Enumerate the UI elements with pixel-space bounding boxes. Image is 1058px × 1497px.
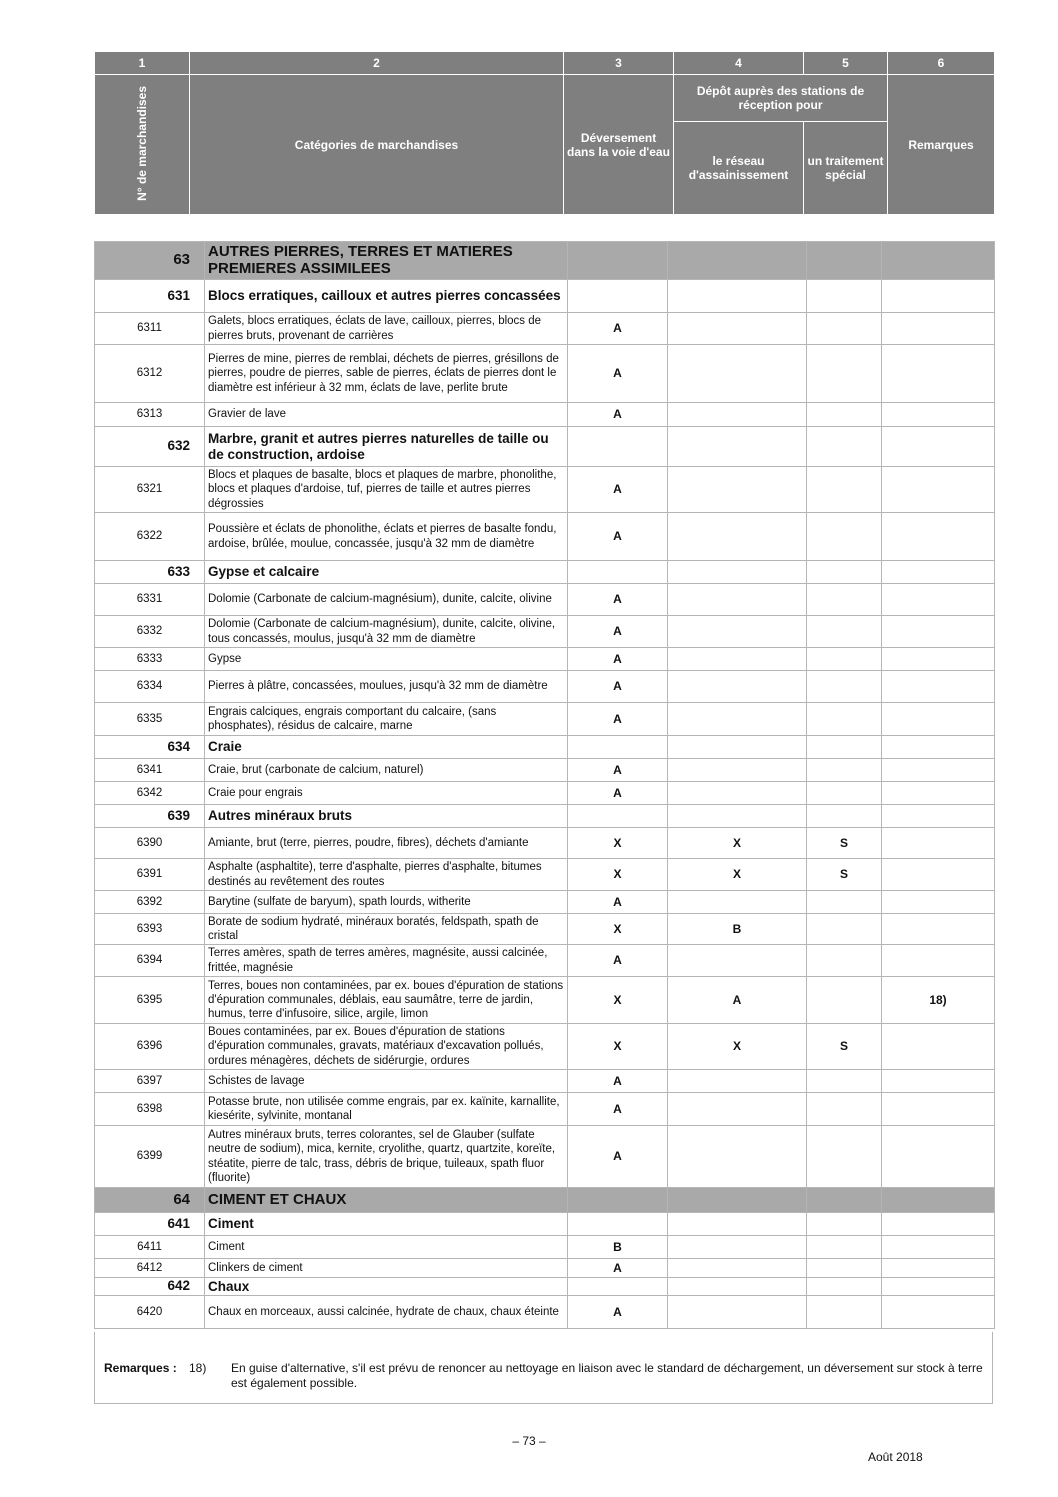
table-row <box>95 513 995 561</box>
goods-category-cell: Boues contaminées, par ex. Boues d'épuration de stations d'épuration communales, gravats, matériaux d'excavation pollués, ordures ménagères, déchets de sidérurgie, ordures <box>205 1024 568 1070</box>
goods-number-cell: 642 <box>95 1278 205 1296</box>
sewer-network-cell <box>668 1188 807 1213</box>
special-treatment-cell: S <box>807 1024 882 1070</box>
goods-category-cell: CIMENT ET CHAUX <box>205 1188 568 1213</box>
discharge-waterway-cell: A <box>568 313 668 345</box>
goods-category-cell: Autres minéraux bruts, terres colorantes, sel de Glauber (sulfate neutre de sodium), mica, kernite, cryolithe, quartz, quartzite, koreïte, stéatite, pierre de talc, trass, débris de brique, tuileaux, spath fluor (fluorite) <box>205 1126 568 1188</box>
sewer-network-cell: A <box>668 977 807 1024</box>
sewer-network-cell <box>668 1259 807 1278</box>
table-row <box>95 584 995 616</box>
goods-number-cell: 6396 <box>95 1024 205 1070</box>
remarks-cell <box>882 467 995 513</box>
special-treatment-cell <box>807 313 882 345</box>
remarks-cell <box>882 1296 995 1329</box>
special-treatment-cell <box>807 1259 882 1278</box>
sewer-network-cell <box>668 1296 807 1329</box>
goods-category-cell: Marbre, granit et autres pierres naturelles de taille ou de construction, ardoise <box>205 427 568 467</box>
header-goods-number <box>95 75 190 215</box>
goods-category-cell: Dolomie (Carbonate de calcium-magnésium), dunite, calcite, olivine, tous concassés, moulus, jusqu'à 32 mm de diamètre <box>205 616 568 648</box>
table-row <box>95 1070 995 1093</box>
goods-category-cell: Pierres de mine, pierres de remblai, déchets de pierres, grésillons de pierres, poudre de pierres, sable de pierres, éclats de pierres dont le diamètre est inférieur à 32 mm, éclats de lave, perlite brute <box>205 345 568 403</box>
goods-category-cell: Gypse <box>205 648 568 671</box>
page-number: – 73 – <box>512 1434 546 1448</box>
discharge-waterway-cell: A <box>568 467 668 513</box>
goods-category-cell: Craie, brut (carbonate de calcium, naturel) <box>205 759 568 782</box>
goods-number-cell: 6391 <box>95 859 205 891</box>
discharge-waterway-cell: A <box>568 648 668 671</box>
goods-number-cell: 6420 <box>95 1296 205 1329</box>
special-treatment-cell <box>807 513 882 561</box>
goods-category-cell: Craie <box>205 736 568 759</box>
discharge-waterway-cell: X <box>568 914 668 945</box>
goods-number-cell: 6333 <box>95 648 205 671</box>
sewer-network-cell <box>668 403 807 427</box>
sewer-network-cell <box>668 584 807 616</box>
remarks-cell <box>882 280 995 313</box>
remarks-cell <box>882 648 995 671</box>
special-treatment-cell <box>807 1296 882 1329</box>
remarks-cell <box>882 1093 995 1126</box>
goods-number-cell: 6412 <box>95 1259 205 1278</box>
sewer-network-cell <box>668 736 807 759</box>
goods-category-cell: Galets, blocs erratiques, éclats de lave, cailloux, pierres, blocs de pierres bruts, provenant de carrières <box>205 313 568 345</box>
sewer-network-cell <box>668 891 807 914</box>
goods-category-cell: AUTRES PIERRES, TERRES ET MATIERES PREMIERES ASSIMILEES <box>205 242 568 280</box>
col-number-1: 1 <box>95 52 190 75</box>
col-number-6: 6 <box>888 52 995 75</box>
goods-number-cell: 633 <box>95 561 205 584</box>
table-row <box>95 467 995 513</box>
remarks-cell <box>882 513 995 561</box>
discharge-waterway-cell: B <box>568 1236 668 1259</box>
goods-category-cell: Amiante, brut (terre, pierres, poudre, fibres), déchets d'amiante <box>205 828 568 859</box>
remarks-cell <box>882 584 995 616</box>
col-number-5: 5 <box>804 52 888 75</box>
discharge-waterway-cell: A <box>568 616 668 648</box>
subgroup-row <box>95 1213 995 1236</box>
discharge-waterway-cell: X <box>568 859 668 891</box>
subgroup-row <box>95 736 995 759</box>
remarks-text: En guise d'alternative, s'il est prévu de renoncer au nettoyage en liaison avec le standard de déchargement, un déversement sur stock à terre est également possible. <box>231 1361 983 1390</box>
table-row <box>95 1024 995 1070</box>
header-goods-categories: Catégories de marchandises <box>190 75 564 215</box>
discharge-waterway-cell: X <box>568 977 668 1024</box>
discharge-waterway-cell: A <box>568 671 668 703</box>
remarks-cell <box>882 891 995 914</box>
goods-number-cell: 63 <box>95 242 205 280</box>
discharge-waterway-cell <box>568 1278 668 1296</box>
special-treatment-cell <box>807 759 882 782</box>
subgroup-row <box>95 1278 995 1296</box>
remarks-cell <box>882 1070 995 1093</box>
header-discharge-waterway: Déversement dans la voie d'eau <box>564 75 674 215</box>
subgroup-row <box>95 561 995 584</box>
discharge-waterway-cell: X <box>568 828 668 859</box>
special-treatment-cell <box>807 403 882 427</box>
goods-category-cell: Ciment <box>205 1236 568 1259</box>
table-row <box>95 1296 995 1329</box>
sewer-network-cell <box>668 1278 807 1296</box>
sewer-network-cell <box>668 782 807 805</box>
header-remarks: Remarques <box>888 75 995 215</box>
remarks-cell <box>882 828 995 859</box>
goods-category-cell: Borate de sodium hydraté, minéraux boratés, feldspath, spath de cristal <box>205 914 568 945</box>
discharge-waterway-cell <box>568 805 668 828</box>
remarks-box <box>94 1332 993 1404</box>
goods-number-cell: 6394 <box>95 945 205 977</box>
goods-category-cell: Chaux <box>205 1278 568 1296</box>
sewer-network-cell <box>668 1213 807 1236</box>
goods-number-cell: 6392 <box>95 891 205 914</box>
table-row <box>95 671 995 703</box>
sewer-network-cell <box>668 1070 807 1093</box>
table-row <box>95 914 995 945</box>
table-row <box>95 648 995 671</box>
discharge-waterway-cell: A <box>568 703 668 736</box>
sewer-network-cell <box>668 671 807 703</box>
discharge-waterway-cell: A <box>568 1093 668 1126</box>
goods-category-cell: Gypse et calcaire <box>205 561 568 584</box>
header-special-treatment: un traitement spécial <box>804 122 888 215</box>
remarks-cell <box>882 561 995 584</box>
subgroup-row <box>95 805 995 828</box>
sewer-network-cell: X <box>668 859 807 891</box>
sewer-network-cell <box>668 513 807 561</box>
remarks-cell <box>882 242 995 280</box>
remarks-cell <box>882 313 995 345</box>
discharge-waterway-cell: A <box>568 1259 668 1278</box>
sewer-network-cell <box>668 345 807 403</box>
sewer-network-cell <box>668 280 807 313</box>
special-treatment-cell <box>807 805 882 828</box>
goods-number-cell: 6332 <box>95 616 205 648</box>
remarks-cell <box>882 1213 995 1236</box>
special-treatment-cell <box>807 427 882 467</box>
special-treatment-cell <box>807 280 882 313</box>
goods-number-cell: 6311 <box>95 313 205 345</box>
remarks-cell <box>882 782 995 805</box>
discharge-waterway-cell: X <box>568 1024 668 1070</box>
goods-number-cell: 6341 <box>95 759 205 782</box>
special-treatment-cell <box>807 736 882 759</box>
goods-number-cell: 6397 <box>95 1070 205 1093</box>
goods-number-cell: 641 <box>95 1213 205 1236</box>
special-treatment-cell <box>807 467 882 513</box>
special-treatment-cell <box>807 1278 882 1296</box>
remarks-cell: 18) <box>882 977 995 1024</box>
goods-category-cell: Craie pour engrais <box>205 782 568 805</box>
discharge-waterway-cell: A <box>568 759 668 782</box>
remarks-cell <box>882 1024 995 1070</box>
table-row <box>95 1236 995 1259</box>
goods-number-cell: 6321 <box>95 467 205 513</box>
remarks-cell <box>882 805 995 828</box>
discharge-waterway-cell <box>568 561 668 584</box>
table-row <box>95 977 995 1024</box>
col-number-4: 4 <box>674 52 804 75</box>
goods-category-cell: Terres amères, spath de terres amères, magnésite, aussi calcinée, frittée, magnésie <box>205 945 568 977</box>
header-goods-number-label: N° de marchandises <box>135 85 149 201</box>
table-row <box>95 945 995 977</box>
remarks-cell <box>882 945 995 977</box>
goods-number-cell: 632 <box>95 427 205 467</box>
sewer-network-cell <box>668 1126 807 1188</box>
special-treatment-cell <box>807 584 882 616</box>
special-treatment-cell <box>807 945 882 977</box>
goods-number-cell: 6390 <box>95 828 205 859</box>
discharge-waterway-cell: A <box>568 1126 668 1188</box>
sewer-network-cell <box>668 945 807 977</box>
discharge-waterway-cell: A <box>568 584 668 616</box>
goods-category-cell: Blocs et plaques de basalte, blocs et plaques de marbre, phonolithe, blocs et plaques d'ardoise, tuf, pierres de taille et autres pierres dégrossies <box>205 467 568 513</box>
goods-number-cell: 6312 <box>95 345 205 403</box>
sewer-network-cell <box>668 616 807 648</box>
discharge-waterway-cell: A <box>568 782 668 805</box>
discharge-waterway-cell <box>568 1213 668 1236</box>
table-row <box>95 859 995 891</box>
remarks-cell <box>882 1126 995 1188</box>
special-treatment-cell <box>807 782 882 805</box>
goods-category-cell: Schistes de lavage <box>205 1070 568 1093</box>
remarks-cell <box>882 1278 995 1296</box>
goods-category-cell: Potasse brute, non utilisée comme engrais, par ex. kaïnite, karnallite, kiesérite, sylvinite, montanal <box>205 1093 568 1126</box>
remarks-cell <box>882 736 995 759</box>
special-treatment-cell <box>807 561 882 584</box>
remarks-cell <box>882 671 995 703</box>
remarks-footnote-number: 18) <box>189 1361 207 1375</box>
subgroup-row <box>95 280 995 313</box>
goods-category-cell: Engrais calciques, engrais comportant du calcaire, (sans phosphates), résidus de calcaire, marne <box>205 703 568 736</box>
remarks-cell <box>882 859 995 891</box>
discharge-waterway-cell: A <box>568 345 668 403</box>
header-deposit-group: Dépôt auprès des stations de réception pour <box>674 75 888 122</box>
goods-number-cell: 64 <box>95 1188 205 1213</box>
remarks-cell <box>882 345 995 403</box>
goods-number-cell: 6399 <box>95 1126 205 1188</box>
special-treatment-cell <box>807 242 882 280</box>
sewer-network-cell <box>668 313 807 345</box>
special-treatment-cell <box>807 1126 882 1188</box>
goods-table <box>94 241 995 1329</box>
sewer-network-cell <box>668 648 807 671</box>
discharge-waterway-cell <box>568 280 668 313</box>
publication-date: Août 2018 <box>868 1450 923 1464</box>
special-treatment-cell <box>807 648 882 671</box>
goods-category-cell: Barytine (sulfate de baryum), spath lourds, witherite <box>205 891 568 914</box>
discharge-waterway-cell: A <box>568 1296 668 1329</box>
table-row <box>95 828 995 859</box>
sewer-network-cell <box>668 467 807 513</box>
remarks-cell <box>882 616 995 648</box>
discharge-waterway-cell: A <box>568 945 668 977</box>
special-treatment-cell: S <box>807 859 882 891</box>
goods-number-cell: 6335 <box>95 703 205 736</box>
sewer-network-cell <box>668 1093 807 1126</box>
col-number-3: 3 <box>564 52 674 75</box>
goods-category-cell: Pierres à plâtre, concassées, moulues, jusqu'à 32 mm de diamètre <box>205 671 568 703</box>
goods-number-cell: 6331 <box>95 584 205 616</box>
goods-number-cell: 634 <box>95 736 205 759</box>
sewer-network-cell <box>668 427 807 467</box>
sewer-network-cell <box>668 703 807 736</box>
sewer-network-cell: X <box>668 1024 807 1070</box>
remarks-cell <box>882 1259 995 1278</box>
goods-category-cell: Autres minéraux bruts <box>205 805 568 828</box>
goods-number-cell: 6411 <box>95 1236 205 1259</box>
discharge-waterway-cell <box>568 427 668 467</box>
special-treatment-cell <box>807 1236 882 1259</box>
special-treatment-cell <box>807 1213 882 1236</box>
discharge-waterway-cell <box>568 1188 668 1213</box>
remarks-cell <box>882 703 995 736</box>
discharge-waterway-cell <box>568 242 668 280</box>
goods-number-cell: 6398 <box>95 1093 205 1126</box>
discharge-waterway-cell: A <box>568 891 668 914</box>
special-treatment-cell <box>807 703 882 736</box>
goods-category-cell: Terres, boues non contaminées, par ex. boues d'épuration de stations d'épuration communales, déblais, eau saumâtre, terre de jardin, humus, terre d'infusoire, silice, argile, limon <box>205 977 568 1024</box>
goods-category-cell: Gravier de lave <box>205 403 568 427</box>
group-row <box>95 1188 995 1213</box>
special-treatment-cell: S <box>807 828 882 859</box>
goods-number-cell: 6322 <box>95 513 205 561</box>
discharge-waterway-cell: A <box>568 513 668 561</box>
special-treatment-cell <box>807 891 882 914</box>
remarks-cell <box>882 914 995 945</box>
remarks-cell <box>882 1236 995 1259</box>
remarks-cell <box>882 403 995 427</box>
goods-category-cell: Ciment <box>205 1213 568 1236</box>
goods-number-cell: 6393 <box>95 914 205 945</box>
goods-number-cell: 6342 <box>95 782 205 805</box>
sewer-network-cell: X <box>668 828 807 859</box>
table-row <box>95 759 995 782</box>
subgroup-row <box>95 427 995 467</box>
goods-category-cell: Asphalte (asphaltite), terre d'asphalte, pierres d'asphalte, bitumes destinés au revêtement des routes <box>205 859 568 891</box>
goods-number-cell: 631 <box>95 280 205 313</box>
special-treatment-cell <box>807 671 882 703</box>
group-row <box>95 242 995 280</box>
special-treatment-cell <box>807 977 882 1024</box>
goods-number-cell: 6395 <box>95 977 205 1024</box>
discharge-waterway-cell: A <box>568 403 668 427</box>
goods-category-cell: Poussière et éclats de phonolithe, éclats et pierres de basalte fondu, ardoise, brûlée, moulue, concassée, jusqu'à 32 mm de diamètre <box>205 513 568 561</box>
column-header-table <box>94 51 995 215</box>
sewer-network-cell <box>668 561 807 584</box>
remarks-cell <box>882 759 995 782</box>
goods-number-cell: 6313 <box>95 403 205 427</box>
table-row <box>95 1093 995 1126</box>
special-treatment-cell <box>807 914 882 945</box>
goods-category-cell: Blocs erratiques, cailloux et autres pierres concassées <box>205 280 568 313</box>
special-treatment-cell <box>807 345 882 403</box>
goods-number-cell: 6334 <box>95 671 205 703</box>
table-row <box>95 403 995 427</box>
special-treatment-cell <box>807 1070 882 1093</box>
header-sewer-network: le réseau d'assainissement <box>674 122 804 215</box>
discharge-waterway-cell: A <box>568 1070 668 1093</box>
table-row <box>95 1259 995 1278</box>
goods-category-cell: Dolomie (Carbonate de calcium-magnésium), dunite, calcite, olivine <box>205 584 568 616</box>
discharge-waterway-cell <box>568 736 668 759</box>
remarks-cell <box>882 1188 995 1213</box>
special-treatment-cell <box>807 1188 882 1213</box>
table-row <box>95 616 995 648</box>
special-treatment-cell <box>807 1093 882 1126</box>
remarks-label: Remarques : <box>104 1361 177 1375</box>
goods-category-cell: Clinkers de ciment <box>205 1259 568 1278</box>
col-number-2: 2 <box>190 52 564 75</box>
table-row <box>95 703 995 736</box>
sewer-network-cell <box>668 759 807 782</box>
goods-table-body <box>95 242 995 1329</box>
table-row <box>95 313 995 345</box>
sewer-network-cell <box>668 805 807 828</box>
sewer-network-cell <box>668 242 807 280</box>
table-row <box>95 782 995 805</box>
sewer-network-cell <box>668 1236 807 1259</box>
goods-number-cell: 639 <box>95 805 205 828</box>
table-row <box>95 345 995 403</box>
special-treatment-cell <box>807 616 882 648</box>
sewer-network-cell: B <box>668 914 807 945</box>
table-row <box>95 891 995 914</box>
remarks-cell <box>882 427 995 467</box>
table-row <box>95 1126 995 1188</box>
goods-category-cell: Chaux en morceaux, aussi calcinée, hydrate de chaux, chaux éteinte <box>205 1296 568 1329</box>
